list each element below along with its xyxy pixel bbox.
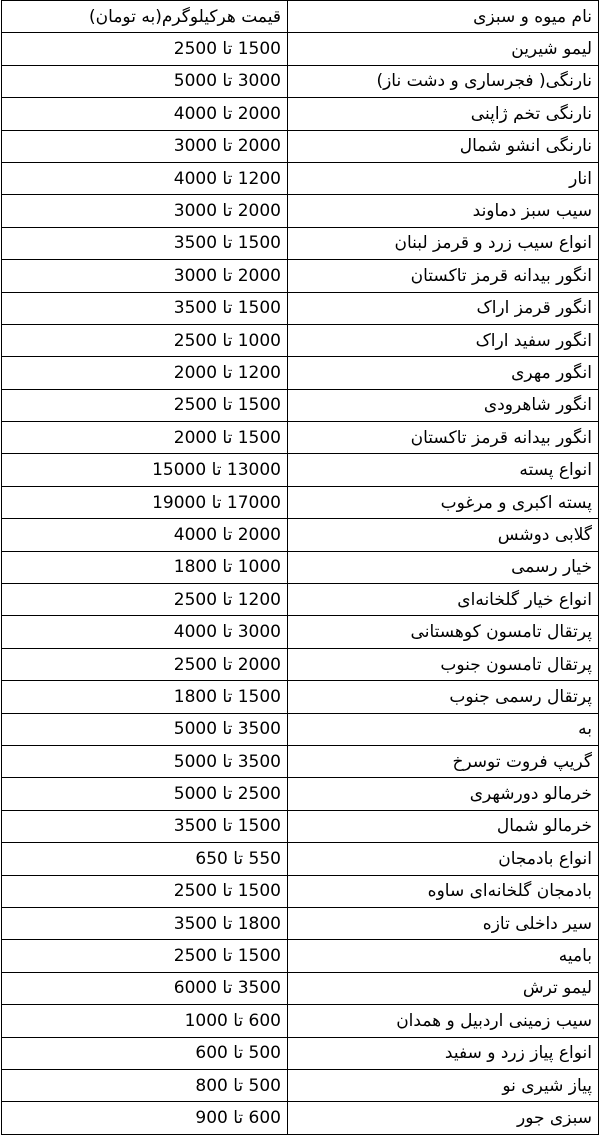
item-name-cell: لیمو ترش: [288, 972, 599, 1004]
table-row: [2, 357, 599, 389]
table-row: [2, 713, 599, 745]
price-range-text: 600 تا 900: [195, 1107, 281, 1128]
price-range-text: 2500 تا 5000: [173, 784, 281, 805]
price-range-text: 2000 تا 3000: [173, 136, 281, 157]
item-name-cell: پسته اکبری و مرغوب: [288, 486, 599, 518]
item-price-cell: [2, 843, 288, 875]
table-row: [2, 616, 599, 648]
table-row: [2, 324, 599, 356]
item-name-cell: گلابی دوشس: [288, 519, 599, 551]
table-row: [2, 292, 599, 324]
header-name: نام میوه و سبزی: [288, 1, 599, 33]
price-range-text: 2000 تا 3000: [173, 265, 281, 286]
price-range-text: 3500 تا 5000: [173, 751, 281, 772]
item-name-cell: پرتقال تامسون جنوب: [288, 648, 599, 680]
table-row: [2, 745, 599, 777]
table-row: [2, 130, 599, 162]
price-range-text: 17000 تا 19000: [152, 492, 281, 513]
table-header: [2, 1, 599, 33]
table-row: [2, 389, 599, 421]
item-price-cell: [2, 324, 288, 356]
item-name-cell: انواع سیب زرد و قرمز لبنان: [288, 227, 599, 259]
table-row: [2, 227, 599, 259]
item-name-cell: انار: [288, 162, 599, 194]
item-name-cell: پیاز شیری نو: [288, 1069, 599, 1101]
table-row: [2, 907, 599, 939]
price-range-text: 550 تا 650: [195, 848, 281, 869]
price-range-text: 1800 تا 3500: [173, 913, 281, 934]
item-name-cell: انواع خیار گلخانه‌ای: [288, 584, 599, 616]
item-price-cell: [2, 907, 288, 939]
item-name-cell: انواع بادمجان: [288, 843, 599, 875]
item-price-cell: [2, 292, 288, 324]
table-row: [2, 875, 599, 907]
item-price-cell: [2, 745, 288, 777]
table-row: [2, 1102, 599, 1134]
table-row: [2, 454, 599, 486]
item-name-cell: انگور بیدانه قرمز تاکستان: [288, 260, 599, 292]
item-name-cell: انواع پسته: [288, 454, 599, 486]
price-range-text: 1500 تا 3500: [173, 816, 281, 837]
item-price-cell: [2, 1102, 288, 1134]
price-range-text: 1500 تا 3500: [173, 233, 281, 254]
item-name-cell: پرتقال تامسون کوهستانی: [288, 616, 599, 648]
item-price-cell: [2, 65, 288, 97]
table-row: [2, 1069, 599, 1101]
item-price-cell: [2, 810, 288, 842]
item-name-cell: نارنگی( فجرساری و دشت ناز): [288, 65, 599, 97]
header-row: [2, 1, 599, 33]
item-price-cell: [2, 98, 288, 130]
item-price-cell: [2, 454, 288, 486]
item-price-cell: [2, 681, 288, 713]
item-name-cell: بامیه: [288, 940, 599, 972]
item-name-cell: انگور بیدانه قرمز تاکستان: [288, 422, 599, 454]
table-row: [2, 551, 599, 583]
item-price-cell: [2, 195, 288, 227]
item-name-cell: سیب سبز دماوند: [288, 195, 599, 227]
table-row: [2, 843, 599, 875]
table-row: [2, 681, 599, 713]
item-price-cell: [2, 1069, 288, 1101]
item-price-cell: [2, 713, 288, 745]
item-name-cell: لیمو شیرین: [288, 33, 599, 65]
price-range-text: 3500 تا 6000: [173, 978, 281, 999]
table-row: [2, 422, 599, 454]
item-name-cell: انگور سفید اراک: [288, 324, 599, 356]
price-range-text: 1000 تا 2500: [173, 330, 281, 351]
price-range-text: 1500 تا 2500: [173, 881, 281, 902]
item-price-cell: [2, 130, 288, 162]
price-range-text: 1200 تا 2500: [173, 589, 281, 610]
table-row: [2, 98, 599, 130]
price-range-text: 1500 تا 2500: [173, 39, 281, 60]
table-row: [2, 519, 599, 551]
price-range-text: 2000 تا 2500: [173, 654, 281, 675]
item-name-cell: سیب زمینی اردبیل و همدان: [288, 1005, 599, 1037]
price-range-text: 2000 تا 4000: [173, 103, 281, 124]
item-price-cell: [2, 1005, 288, 1037]
table-row: [2, 162, 599, 194]
table-body: [2, 33, 599, 1134]
item-name-cell: گریپ فروت توسرخ: [288, 745, 599, 777]
item-price-cell: [2, 778, 288, 810]
price-range-text: 1200 تا 2000: [173, 362, 281, 383]
price-range-text: 3500 تا 5000: [173, 719, 281, 740]
item-price-cell: [2, 551, 288, 583]
price-range-text: 500 تا 600: [195, 1043, 281, 1064]
item-price-cell: [2, 972, 288, 1004]
table-row: [2, 1037, 599, 1069]
item-price-cell: [2, 33, 288, 65]
table-row: [2, 486, 599, 518]
item-name-cell: به: [288, 713, 599, 745]
price-range-text: 2000 تا 4000: [173, 524, 281, 545]
price-range-text: 600 تا 1000: [184, 1010, 281, 1031]
price-range-text: 1500 تا 2000: [173, 427, 281, 448]
item-price-cell: [2, 389, 288, 421]
price-range-text: 500 تا 800: [195, 1075, 281, 1096]
item-name-cell: سبزی جور: [288, 1102, 599, 1134]
price-range-text: 1200 تا 4000: [173, 168, 281, 189]
table-row: [2, 810, 599, 842]
item-name-cell: پرتقال رسمی جنوب: [288, 681, 599, 713]
price-range-text: 1500 تا 2500: [173, 395, 281, 416]
price-range-text: 2000 تا 3000: [173, 201, 281, 222]
price-range-text: 1000 تا 1800: [173, 557, 281, 578]
table-row: [2, 972, 599, 1004]
item-price-cell: [2, 875, 288, 907]
table-row: [2, 65, 599, 97]
item-name-cell: بادمجان گلخانه‌ای ساوه: [288, 875, 599, 907]
table-row: [2, 195, 599, 227]
price-range-text: 13000 تا 15000: [152, 460, 281, 481]
item-name-cell: سیر داخلی تازه: [288, 907, 599, 939]
table-row: [2, 584, 599, 616]
item-price-cell: [2, 519, 288, 551]
item-name-cell: نارنگی تخم ژاپنی: [288, 98, 599, 130]
price-range-text: 1500 تا 3500: [173, 298, 281, 319]
price-range-text: 3000 تا 5000: [173, 71, 281, 92]
item-price-cell: [2, 940, 288, 972]
price-range-text: 1500 تا 2500: [173, 946, 281, 967]
item-price-cell: [2, 162, 288, 194]
item-price-cell: [2, 648, 288, 680]
item-name-cell: خرمالو شمال: [288, 810, 599, 842]
item-name-cell: انگور قرمز اراک: [288, 292, 599, 324]
table-row: [2, 1005, 599, 1037]
item-name-cell: انگور مهری: [288, 357, 599, 389]
item-price-cell: [2, 227, 288, 259]
header-price: قیمت هرکیلوگرم(به تومان): [2, 1, 288, 33]
price-range-text: 3000 تا 4000: [173, 622, 281, 643]
item-name-cell: خرمالو دورشهری: [288, 778, 599, 810]
item-price-cell: [2, 357, 288, 389]
item-name-cell: انگور شاهرودی: [288, 389, 599, 421]
item-price-cell: [2, 486, 288, 518]
item-name-cell: نارنگی انشو شمال: [288, 130, 599, 162]
item-name-cell: انواع پیاز زرد و سفید: [288, 1037, 599, 1069]
table-row: [2, 260, 599, 292]
item-price-cell: [2, 1037, 288, 1069]
item-price-cell: [2, 422, 288, 454]
item-price-cell: [2, 584, 288, 616]
item-price-cell: [2, 616, 288, 648]
item-name-cell: خیار رسمی: [288, 551, 599, 583]
table-row: [2, 33, 599, 65]
table-row: [2, 648, 599, 680]
price-range-text: 1500 تا 1800: [173, 686, 281, 707]
item-price-cell: [2, 260, 288, 292]
table-row: [2, 778, 599, 810]
price-table: [1, 0, 599, 1135]
table-row: [2, 940, 599, 972]
